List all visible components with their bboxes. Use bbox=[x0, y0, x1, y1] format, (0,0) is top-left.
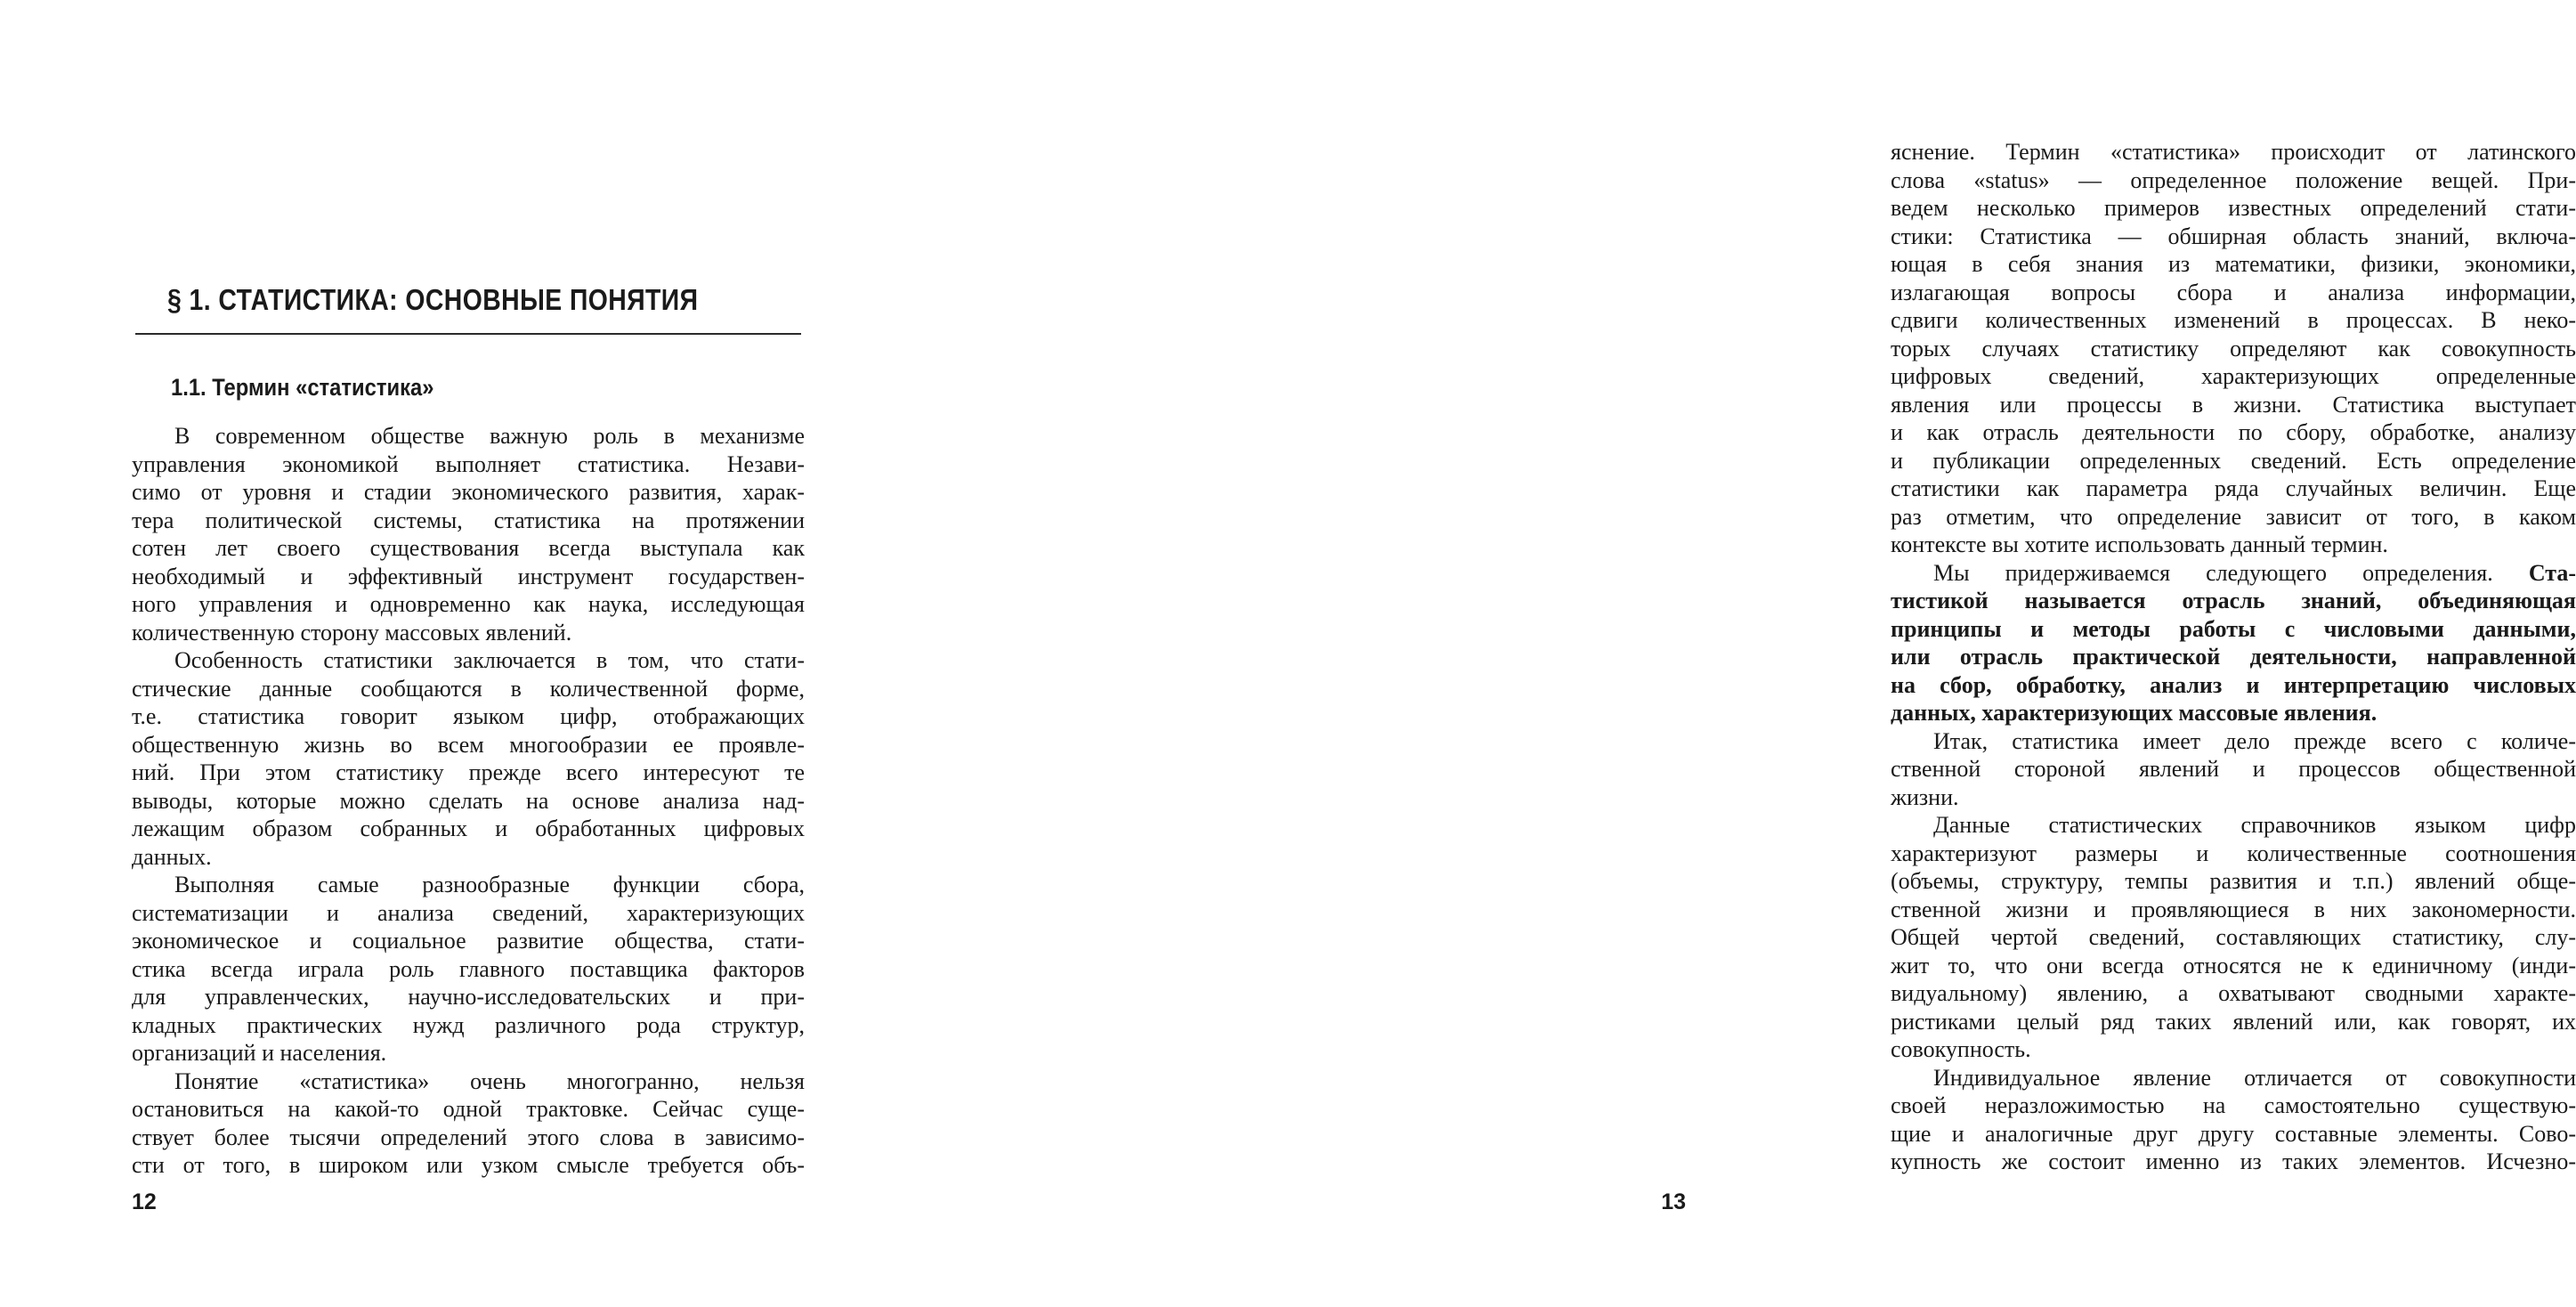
subsection-heading: 1.1. Термин «статистика» bbox=[171, 374, 434, 401]
text-line: щие и аналогичные друг другу составные элементы. Сово- bbox=[1891, 1120, 2576, 1147]
text-line: ственной стороной явлений и процессов общественной bbox=[1891, 756, 2576, 782]
text-line: раз отметим, что определение зависит от того, в каком bbox=[1891, 503, 2576, 530]
text-line: Индивидуальное явление отличается от совокупности bbox=[1933, 1064, 2576, 1091]
text-line bbox=[1891, 559, 2576, 588]
right-body-text bbox=[1891, 138, 2576, 1176]
left-page bbox=[0, 0, 890, 1307]
text-line: статистики как параметра ряда случайных величин. Еще bbox=[1891, 475, 2576, 501]
text-line: Понятие «статистика» очень многогранно, нельзя bbox=[174, 1068, 805, 1094]
definition-line: принципы и методы работы с числовыми данными, bbox=[1891, 615, 2576, 642]
text-line: цифровых сведений, характеризующих определенные bbox=[1891, 363, 2576, 389]
text-line: данных. bbox=[132, 843, 212, 870]
text-line: видуальному) явлению, а охватывают сводными характе- bbox=[1891, 980, 2576, 1006]
text-line: купность же состоит именно из таких элементов. Исчезно- bbox=[1891, 1149, 2576, 1174]
definition-line: данных, характеризующих массовые явления. bbox=[1891, 700, 2378, 726]
text-line: сотен лет своего существования всегда выступала как bbox=[132, 535, 805, 561]
definition-start: Ста- bbox=[2528, 559, 2576, 586]
right-page bbox=[890, 0, 2576, 1307]
text-line: количественную сторону массовых явлений. bbox=[132, 619, 572, 645]
text-line: ний. При этом статистику прежде всего интересуют те bbox=[132, 759, 805, 785]
text-line: контексте вы хотите использовать данный термин. bbox=[1891, 532, 2388, 557]
text-line: тера политической системы, статистика на протяжении bbox=[132, 507, 805, 533]
text-line: Итак, статистика имеет дело прежде всего с количе- bbox=[1933, 727, 2576, 754]
text-line: симо от уровня и стадии экономического развития, харак- bbox=[132, 479, 805, 505]
text-line: организаций и населения. bbox=[132, 1040, 387, 1066]
text-line: экономическое и социальное развитие общества, стати- bbox=[132, 928, 805, 954]
text-line: кладных практических нужд различного рода структур, bbox=[132, 1011, 805, 1038]
text-line: выводы, которые можно сделать на основе анализа над- bbox=[132, 787, 805, 814]
text-line: остановиться на какой-то одной трактовке. Сейчас суще- bbox=[132, 1096, 805, 1122]
text-line: излагающая вопросы сбора и анализа информации, bbox=[1891, 279, 2576, 305]
text-line: и публикации определенных сведений. Есть определение bbox=[1891, 447, 2576, 474]
text-line: ющая в себя знания из математики, физики, экономики, bbox=[1891, 251, 2576, 277]
text-line: сти от того, в широком или узком смысле требуется объ- bbox=[132, 1152, 805, 1178]
definition-line: на сбор, обработку, анализ и интерпретацию числовых bbox=[1891, 671, 2576, 698]
text-line: совокупность. bbox=[1891, 1036, 2031, 1062]
text-line: систематизации и анализа сведений, характеризующих bbox=[132, 899, 805, 926]
text-line: слова «status» — определенное положение вещей. При- bbox=[1891, 166, 2576, 193]
text-line: явления или процессы в жизни. Статистика выступает bbox=[1891, 391, 2576, 418]
text-line: Данные статистических справочников языком цифр bbox=[1933, 812, 2576, 838]
text-line: сдвиги количественных изменений в процессах. В неко- bbox=[1891, 307, 2576, 333]
text-line: жит то, что они всегда относятся не к единичному (инди- bbox=[1891, 952, 2576, 978]
text-line: своей неразложимостью на самостоятельно существую- bbox=[1891, 1092, 2576, 1118]
text-line: ведем несколько примеров известных определений стати- bbox=[1891, 195, 2576, 221]
text-line: ного управления и одновременно как наука, исследующая bbox=[132, 591, 805, 617]
text-line: стические данные сообщаются в количественной форме, bbox=[132, 675, 805, 702]
text-line: управления экономикой выполняет статистика. Незави- bbox=[132, 451, 805, 477]
text-line: общественную жизнь во всем многообразии ее проявле- bbox=[132, 731, 805, 758]
text-line: для управленческих, научно-исследовательских и при- bbox=[132, 984, 805, 1010]
text-line: Выполняя самые разнообразные функции сбора, bbox=[174, 872, 805, 897]
text-line: необходимый и эффективный инструмент государствен- bbox=[132, 563, 805, 589]
text-line: стики: Статистика — обширная область знаний, включа- bbox=[1891, 223, 2576, 249]
text-line: (объемы, структуру, темпы развития и т.п.) явлений обще- bbox=[1891, 868, 2576, 894]
text-line: и как отрасль деятельности по сбору, обработке, анализу bbox=[1891, 419, 2576, 445]
text-line: стика всегда играла роль главного поставщика факторов bbox=[132, 955, 805, 982]
heading-rule bbox=[135, 333, 801, 335]
text-line: ристиками целый ряд таких явлений или, как говорят, их bbox=[1891, 1008, 2576, 1035]
text-line: Общей чертой сведений, составляющих статистику, слу- bbox=[1891, 924, 2576, 950]
page-number: 13 bbox=[1661, 1189, 1686, 1214]
text-line: т.е. статистика говорит языком цифр, отображающих bbox=[132, 703, 805, 729]
text-line: Особенность статистики заключается в том, что стати- bbox=[174, 647, 805, 673]
definition-line: или отрасль практической деятельности, направленной bbox=[1891, 644, 2576, 670]
text-line: яснение. Термин «статистика» происходит от латинского bbox=[1891, 139, 2576, 165]
text-fragment: Мы придерживаемся следующего определения. bbox=[1933, 559, 2493, 586]
text-line: В современном обществе важную роль в механизме bbox=[174, 423, 805, 449]
text-line: характеризуют размеры и количественные соотношения bbox=[1891, 840, 2576, 866]
left-body-text bbox=[132, 422, 805, 1180]
definition-line: тистикой называется отрасль знаний, объединяющая bbox=[1891, 588, 2576, 613]
section-heading: § 1. СТАТИСТИКА: ОСНОВНЫЕ ПОНЯТИЯ bbox=[167, 283, 699, 316]
text-line: торых случаях статистику определяют как совокупность bbox=[1891, 335, 2576, 361]
text-line: ственной жизни и проявляющиеся в них закономерности. bbox=[1891, 896, 2576, 922]
page-number: 12 bbox=[132, 1189, 157, 1214]
text-line: лежащим образом собранных и обработанных цифровых bbox=[132, 816, 805, 841]
text-line: ствует более тысячи определений этого слова в зависимо- bbox=[132, 1124, 805, 1150]
text-line: жизни. bbox=[1891, 783, 1959, 810]
